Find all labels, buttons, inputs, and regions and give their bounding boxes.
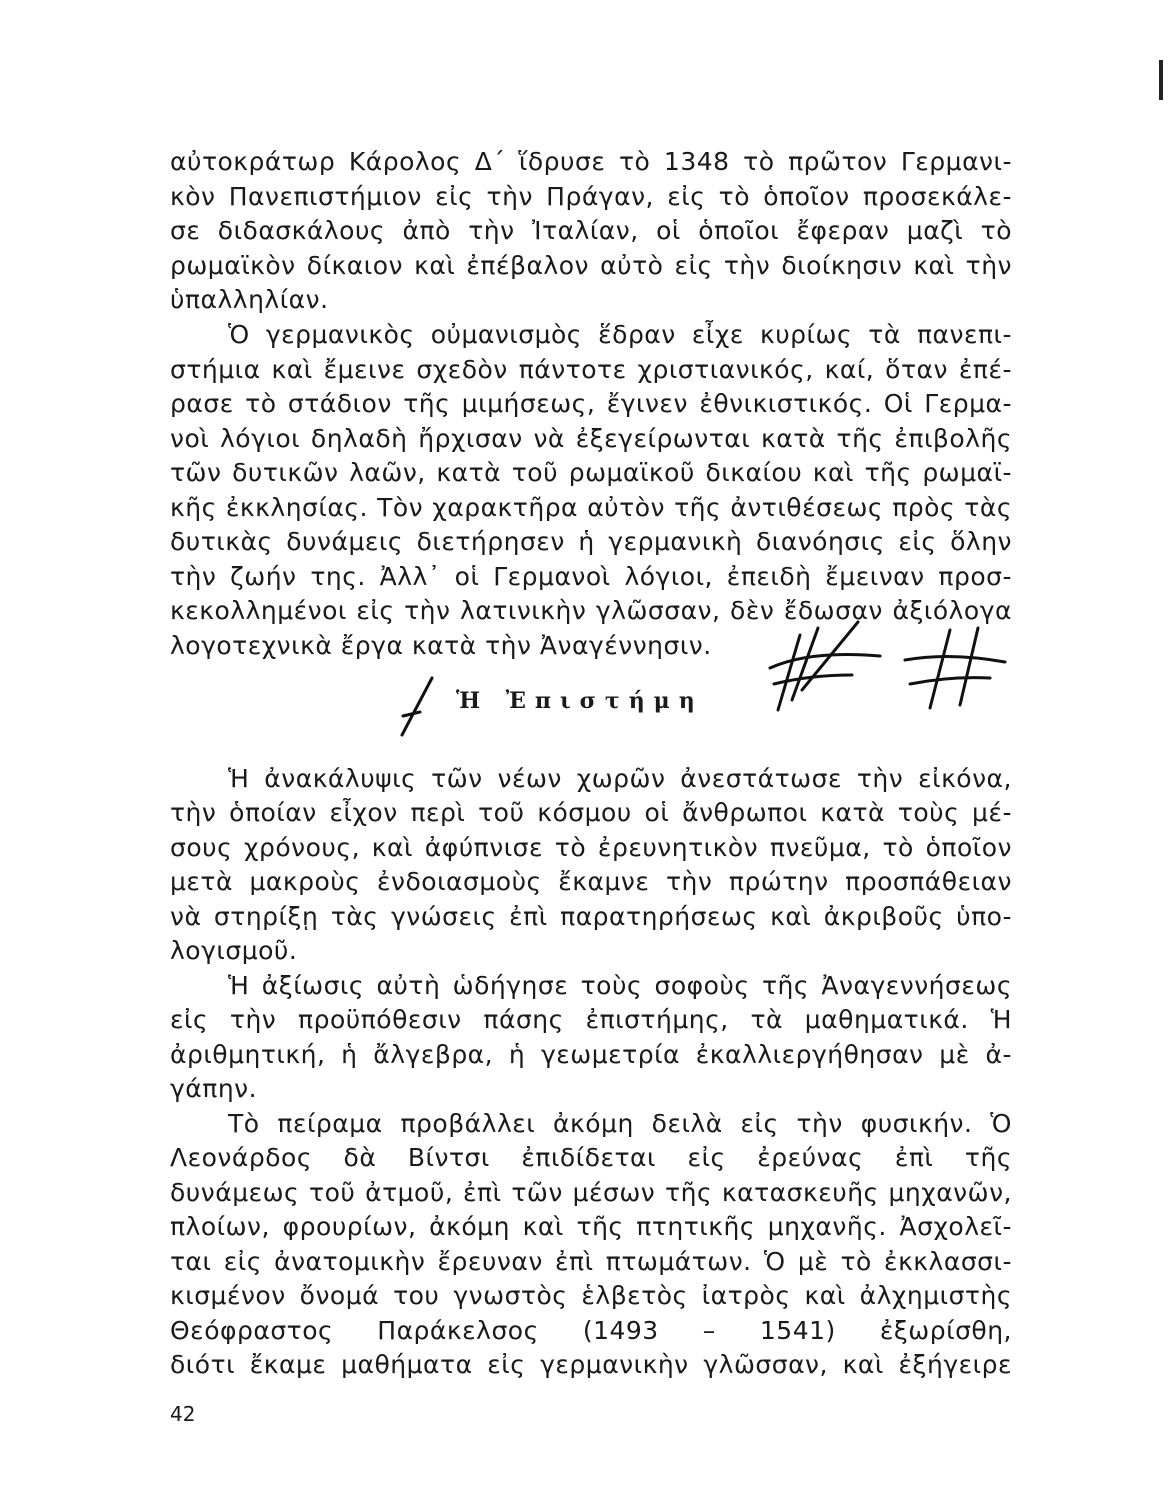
text-line: εἰς τὴν προϋπόθεσιν πάσης ἐπιστήμης, τὰ μαθηματικά. Ἡ (170, 1005, 1012, 1034)
text-line: κῆς ἐκκλησίας. Τὸν χαρακτῆρα αὐτὸν τῆς ἀντιθέσεως πρὸς τὰς (170, 493, 1012, 522)
pencil-slash-mark (402, 678, 432, 735)
pencil-hash-left-2 (792, 628, 818, 700)
text-line: ρωμαϊκὸν δίκαιον καὶ ἐπέβαλον αὐτὸ εἰς τὴν διοίκησιν καὶ τὴν (170, 251, 1012, 280)
text-line: δυνάμεως τοῦ ἀτμοῦ, ἐπὶ τῶν μέσων τῆς κατασκευῆς μηχανῶν, (170, 1178, 1012, 1207)
pencil-hash-left-1 (778, 635, 800, 710)
text-line: Ἡ ἀξίωσις αὐτὴ ὡδήγησε τοὺς σοφοὺς τῆς Ἀναγεννήσεως (228, 971, 1012, 1000)
text-line: κεκολλημένοι εἰς τὴν λατινικὴν γλῶσσαν, δὲν ἔδωσαν ἀξιόλογα (170, 596, 1012, 625)
text-line: νὰ στηρίξῃ τὰς γνώσεις ἐπὶ παρατηρήσεως καὶ ἀκριβοῦς ὑπο- (170, 902, 1012, 931)
text-line: αὐτοκράτωρ Κάρολος Δ΄ ἵδρυσε τὸ 1348 τὸ πρῶτον Γερμανι- (170, 147, 1012, 176)
pencil-tick-mark (403, 712, 420, 716)
text-line: λογισμοῦ. (170, 936, 298, 965)
pencil-hash-right-3 (905, 656, 1005, 662)
text-line: Θεόφραστος Παράκελσος (1493 – 1541) ἐξωρίσθη, (170, 1316, 1012, 1345)
pencil-hash-right-2 (960, 628, 978, 705)
text-line: Ἡ ἀνακάλυψις τῶν νέων χωρῶν ἀνεστάτωσε τὴν εἰκόνα, (228, 764, 1012, 793)
text-line: ται εἰς ἀνατομικὴν ἔρευναν ἐπὶ πτωμάτων. Ὁ μὲ τὸ ἐκκλασσι- (170, 1247, 1012, 1276)
text-line: κισμένον ὄνομά του γνωστὸς ἑλβετὸς ἰατρὸς καὶ ἀλχημιστὴς (170, 1281, 1012, 1310)
text-line: νοὶ λόγιοι δηλαδὴ ἤρχισαν νὰ ἐξεγείρωνται κατὰ τῆς ἐπιβολῆς (170, 424, 1012, 453)
text-line: Τὸ πείραμα προβάλλει ἀκόμη δειλὰ εἰς τὴν φυσικήν. Ὁ (228, 1109, 1012, 1138)
text-line: λογοτεχνικὰ ἔργα κατὰ τὴν Ἀναγέννησιν. (170, 631, 712, 660)
text-line: στήμια καὶ ἔμεινε σχεδὸν πάντοτε χριστιανικός, καί, ὅταν ἐπέ- (170, 355, 1012, 384)
text-line: γάπην. (170, 1074, 258, 1103)
text-line: δυτικὰς δυνάμεις διετήρησεν ἡ γερμανικὴ διανόησις εἰς ὅλην (170, 527, 1012, 556)
page-number: 42 (170, 1402, 196, 1426)
text-line: ὑπαλληλίαν. (170, 285, 329, 314)
pencil-hash-right-4 (910, 678, 990, 684)
text-line: σε διδασκάλους ἀπὸ τὴν Ἰταλίαν, οἱ ὁποῖοι ἔφεραν μαζὶ τὸ (170, 216, 1012, 245)
text-line: σους χρόνους, καὶ ἀφύπνισε τὸ ἐρευνητικὸν πνεῦμα, τὸ ὁποῖον (170, 833, 1012, 862)
text-line: ρασε τὸ στάδιον τῆς μιμήσεως, ἔγινεν ἐθνικιστικός. Οἱ Γερμα- (170, 389, 1012, 418)
text-line: τὴν ὁποίαν εἶχον περὶ τοῦ κόσμου οἱ ἄνθρωποι κατὰ τοὺς μέ- (170, 798, 1012, 827)
text-line: τῶν δυτικῶν λαῶν, κατὰ τοῦ ρωμαϊκοῦ δικαίου καὶ τῆς ρωμαϊ- (170, 458, 1012, 487)
text-line: ἀριθμητική, ἡ ἄλγεβρα, ἡ γεωμετρία ἐκαλλιεργήθησαν μὲ ἀ- (170, 1040, 1012, 1069)
text-line: τὴν ζωήν της. Ἀλλ᾽ οἱ Γερμανοὶ λόγιοι, ἐπειδὴ ἔμειναν προσ- (170, 562, 1012, 591)
pencil-hash-right-1 (930, 630, 950, 708)
section-heading: Ἡ Ἐπιστήμη (456, 688, 704, 714)
text-line: Λεονάρδος δὰ Βίντσι ἐπιδίδεται εἰς ἐρεύνας ἐπὶ τῆς (170, 1143, 1012, 1172)
text-line: κὸν Πανεπιστήμιον εἰς τὴν Πράγαν, εἰς τὸ ὁποῖον προσεκάλε- (170, 182, 1012, 211)
text-line: πλοίων, φρουρίων, ἀκόμη καὶ τῆς πτητικῆς μηχανῆς. Ἀσχολεῖ- (170, 1212, 1012, 1241)
text-line: Ὁ γερμανικὸς οὐμανισμὸς ἕδραν εἶχε κυρίως τὰ πανεπι- (228, 320, 1012, 349)
text-line: διότι ἔκαμε μαθήματα εἰς γερμανικὴν γλῶσσαν, καὶ ἐξήγειρε (170, 1350, 1012, 1379)
text-line: μετὰ μακροὺς ἐνδοιασμοὺς ἔκαμνε τὴν πρώτην προσπάθειαν (170, 867, 1012, 896)
